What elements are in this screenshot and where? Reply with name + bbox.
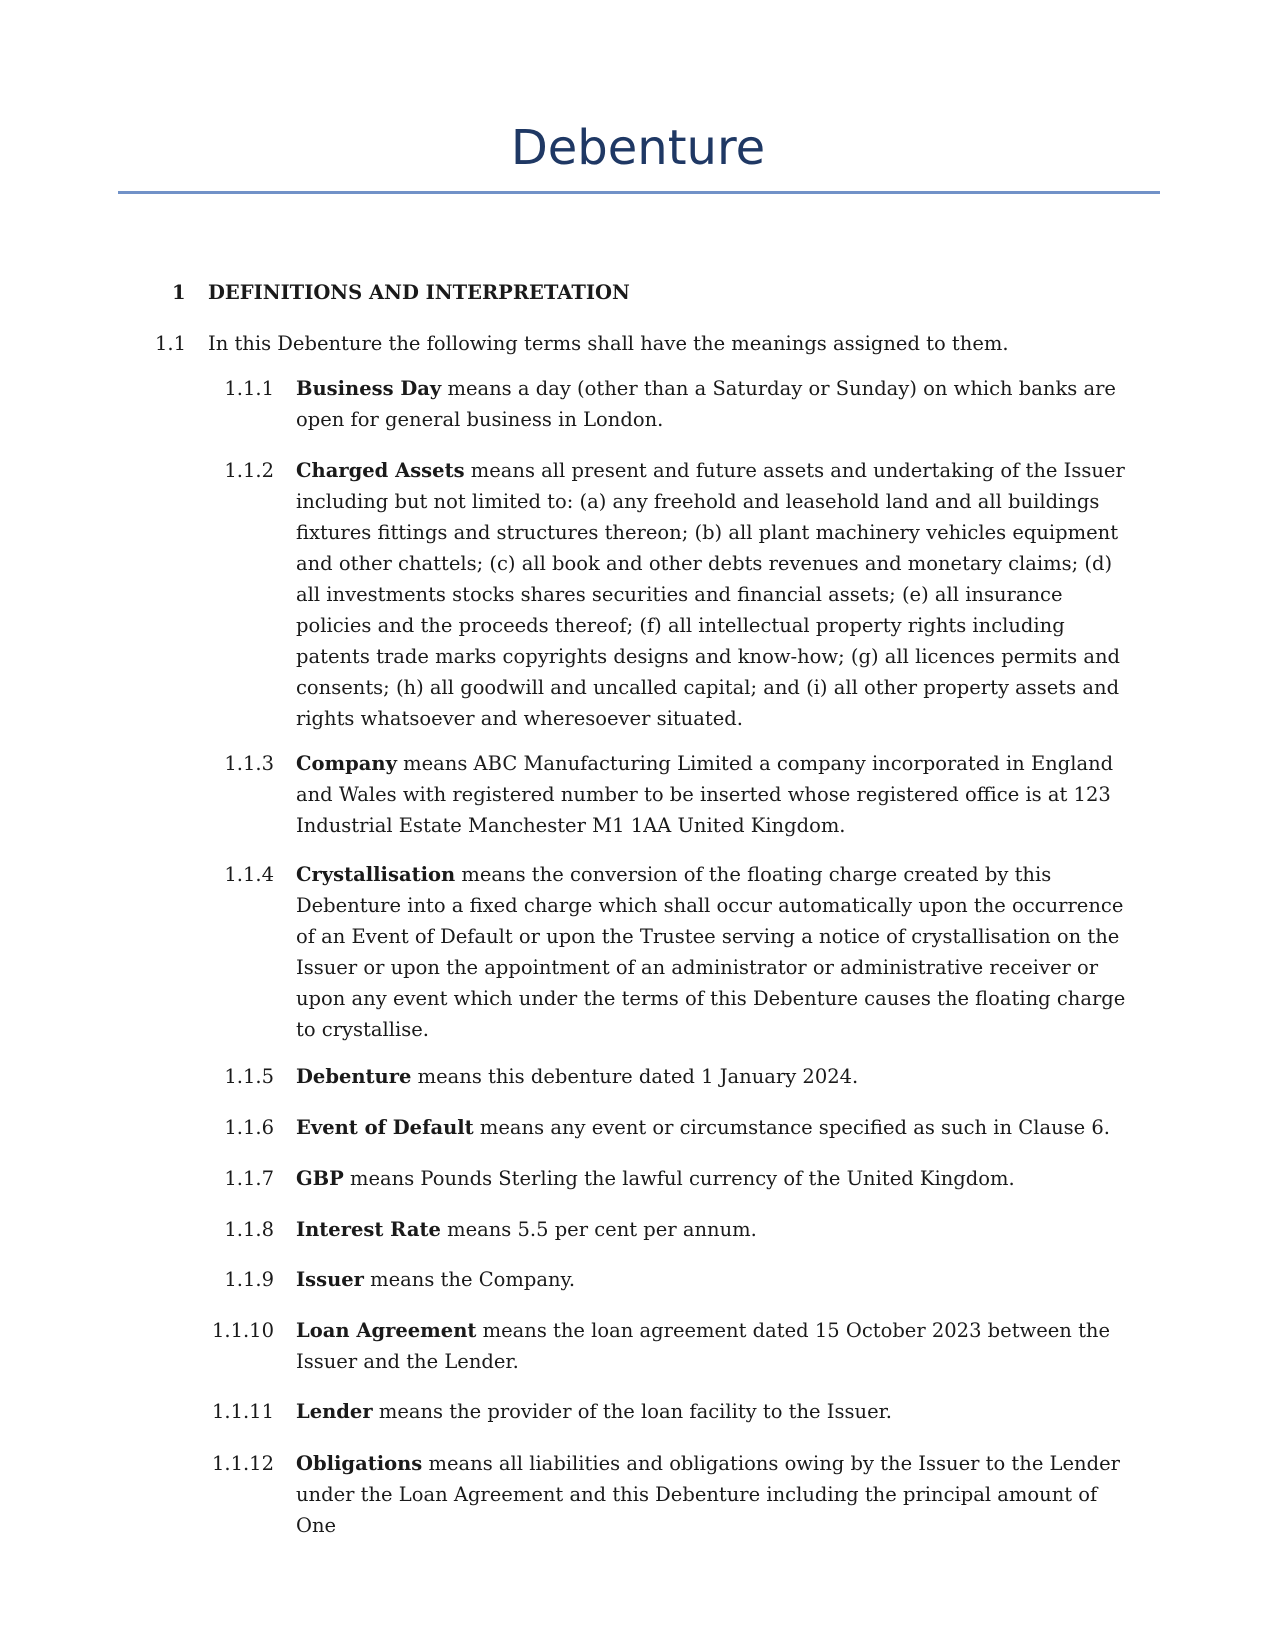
definition-number: 1.1.1 xyxy=(224,377,274,400)
definition-term: GBP xyxy=(296,1167,344,1190)
section-number: 1 xyxy=(172,281,186,304)
definition-term: Debenture xyxy=(296,1065,412,1088)
definition-meaning: means any event or circumstance specified as such in Clause 6. xyxy=(473,1116,1110,1139)
definition-number: 1.1.2 xyxy=(224,459,274,482)
definition-text xyxy=(296,859,1138,1045)
definition-text xyxy=(296,1112,1138,1143)
clause-number: 1.1 xyxy=(155,332,187,355)
definition-meaning: means this debenture dated 1 January 2024. xyxy=(411,1065,859,1088)
definition-term: Event of Default xyxy=(296,1116,474,1139)
definition-text xyxy=(296,1448,1138,1541)
definition-text xyxy=(296,1214,1138,1245)
clause-text: In this Debenture the following terms shall have the meanings assigned to them. xyxy=(208,332,1009,355)
definition-number: 1.1.10 xyxy=(211,1319,274,1342)
definition-meaning: means a day (other than a Saturday or Sunday) on which banks are open for general business in London. xyxy=(296,377,1116,431)
definition-term: Business Day xyxy=(296,377,442,400)
definition-meaning: means all liabilities and obligations owing by the Issuer to the Lender under the Loan Agreement and this Debenture including the principal amount of One xyxy=(296,1452,1120,1537)
definition-number: 1.1.5 xyxy=(224,1065,274,1088)
definition-number: 1.1.4 xyxy=(224,863,274,886)
definition-meaning: means all present and future assets and undertaking of the Issuer including but not limited to: (a) any freehold and leasehold land and all buildings fixtures fittings and structures thereon; (b) all plant machinery vehicles equipment and other chattels; (c) all book and other debts revenues and monetary claims; (d) all investments stocks shares securities and financial assets; (e) all insurance policies and the proceeds thereof; (f) all intellectual property rights including patents trade marks copyrights designs and know-how; (g) all licences permits and consents; (h) all goodwill and uncalled capital; and (i) all other property assets and rights whatsoever and wheresoever situated. xyxy=(296,459,1125,730)
definition-term: Interest Rate xyxy=(296,1218,441,1241)
definition-term: Crystallisation xyxy=(296,863,456,886)
definition-text xyxy=(296,748,1138,841)
definition-number: 1.1.11 xyxy=(211,1400,274,1423)
document-title: Debenture xyxy=(510,120,766,176)
definition-term: Loan Agreement xyxy=(296,1319,477,1342)
definition-text xyxy=(296,455,1138,734)
definition-number: 1.1.3 xyxy=(224,752,274,775)
definition-text xyxy=(296,1396,1138,1427)
definition-meaning: means the Company. xyxy=(363,1268,576,1291)
title-underline-rule xyxy=(118,191,1160,194)
definition-text xyxy=(296,1163,1138,1194)
section-title: DEFINITIONS AND INTERPRETATION xyxy=(208,281,630,304)
definition-text xyxy=(296,373,1138,435)
definition-meaning: means the conversion of the floating charge created by this Debenture into a fixed charge which shall occur automatically upon the occurrence of an Event of Default or upon the Trustee serving a notice of crystallisation on the Issuer or upon the appointment of an administrator or administrative receiver or upon any event which under the terms of this Debenture causes the floating charge to crystallise. xyxy=(296,863,1126,1041)
definition-term: Obligations xyxy=(296,1452,423,1475)
definition-number: 1.1.6 xyxy=(224,1116,274,1139)
definition-number: 1.1.7 xyxy=(224,1167,274,1190)
definition-number: 1.1.9 xyxy=(224,1268,274,1291)
definition-text xyxy=(296,1264,1138,1295)
definition-number: 1.1.12 xyxy=(211,1452,274,1475)
definition-number: 1.1.8 xyxy=(224,1218,274,1241)
definition-term: Lender xyxy=(296,1400,373,1423)
definition-meaning: means 5.5 per cent per annum. xyxy=(440,1218,757,1241)
definition-meaning: means Pounds Sterling the lawful currency of the United Kingdom. xyxy=(343,1167,1015,1190)
definition-term: Charged Assets xyxy=(296,459,465,482)
definition-meaning: means the provider of the loan facility to the Issuer. xyxy=(372,1400,892,1423)
definition-term: Company xyxy=(296,752,397,775)
definition-text xyxy=(296,1061,1138,1092)
definition-text xyxy=(296,1315,1138,1377)
definition-meaning: means ABC Manufacturing Limited a company incorporated in England and Wales with registered number to be inserted whose registered office is at 123 Industrial Estate Manchester M1 1AA United Kingdom. xyxy=(296,752,1114,837)
definition-term: Issuer xyxy=(296,1268,364,1291)
definition-meaning: means the loan agreement dated 15 October 2023 between the Issuer and the Lender. xyxy=(296,1319,1111,1373)
